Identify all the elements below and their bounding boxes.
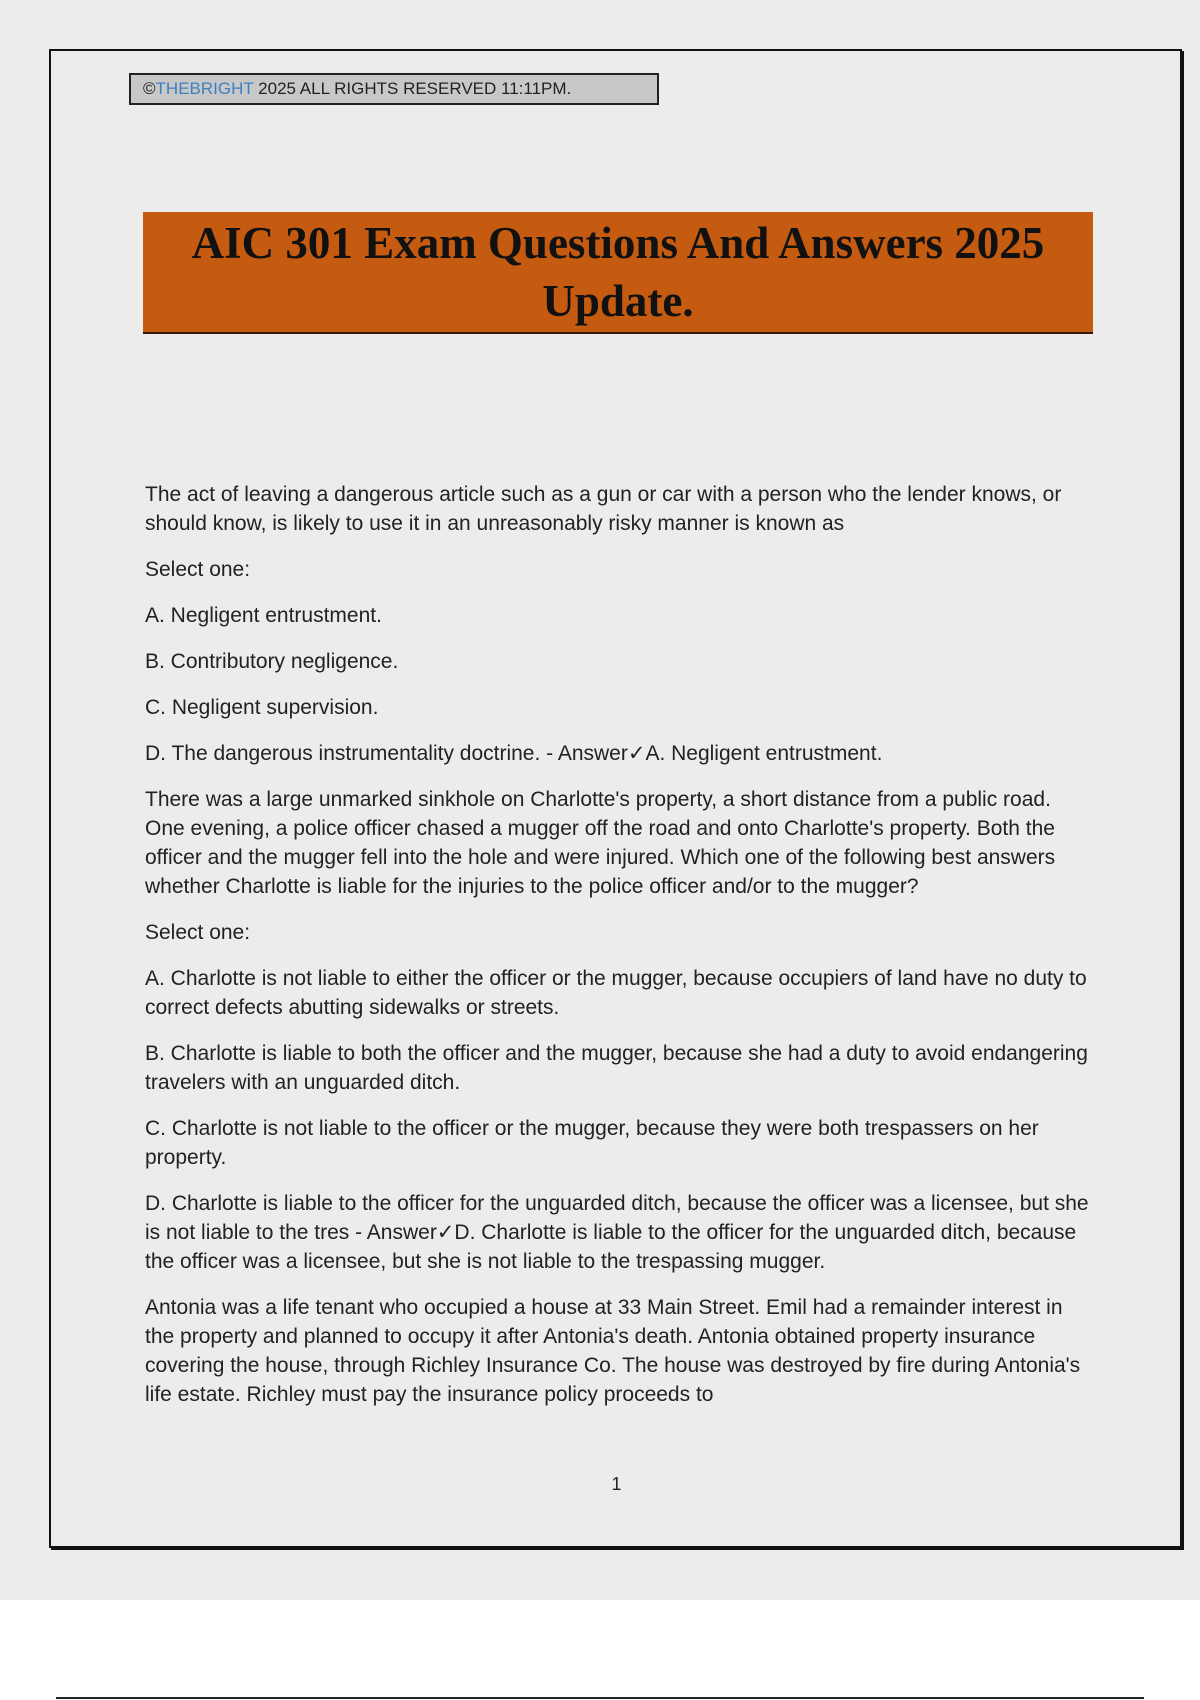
question-2-option-d-answer: D. Charlotte is liable to the officer for the unguarded ditch, because the officer was a licensee, but she is not liable to the tres - Answer✓D. Charlotte is liable to the officer for the unguarded ditch, because the officer was a licensee, but she is not liable to the trespassing mugger. bbox=[145, 1192, 1089, 1273]
title-banner bbox=[143, 212, 1093, 334]
question-1-stem: The act of leaving a dangerous article such as a gun or car with a person who the lender knows, or should know, is likely to use it in an unreasonably risky manner is known as bbox=[145, 483, 1062, 535]
document-body bbox=[145, 480, 1095, 1426]
title-line-2: Update. bbox=[542, 276, 694, 326]
question-1-option-d-answer: D. The dangerous instrumentality doctrine. - Answer✓A. Negligent entrustment. bbox=[145, 742, 883, 765]
question-1-option-a: A. Negligent entrustment. bbox=[145, 604, 382, 627]
title-line-1: AIC 301 Exam Questions And Answers 2025 bbox=[191, 218, 1045, 268]
next-page-divider bbox=[56, 1697, 1144, 1699]
page-number: 1 bbox=[611, 1474, 622, 1494]
document-title bbox=[192, 214, 1045, 330]
copyright-text: 2025 ALL RIGHTS RESERVED 11:11PM. bbox=[253, 79, 572, 98]
copyright-brand: THEBRIGHT bbox=[155, 79, 254, 98]
question-2-stem: There was a large unmarked sinkhole on Charlotte's property, a short distance from a public road. One evening, a police officer chased a mugger off the road and onto Charlotte's property. Both the officer and the mugger fell into the hole and were injured. Which one of the following best answers whether Charlotte is liable for the injuries to the police officer and/or to the mugger? bbox=[145, 788, 1056, 898]
copyright-header bbox=[129, 73, 659, 105]
question-2-option-c: C. Charlotte is not liable to the officer or the mugger, because they were both trespassers on her property. bbox=[145, 1117, 1039, 1169]
question-2-prompt: Select one: bbox=[145, 921, 251, 944]
question-2-option-b: B. Charlotte is liable to both the officer and the mugger, because she had a duty to avoid endangering travelers with an unguarded ditch. bbox=[145, 1042, 1088, 1094]
question-1-option-c: C. Negligent supervision. bbox=[145, 696, 379, 719]
question-1-prompt: Select one: bbox=[145, 558, 251, 581]
question-2-option-a: A. Charlotte is not liable to either the officer or the mugger, because occupiers of land have no duty to correct defects abutting sidewalks or streets. bbox=[145, 967, 1087, 1019]
question-1-option-b: B. Contributory negligence. bbox=[145, 650, 399, 673]
copyright-symbol: © bbox=[143, 79, 156, 98]
question-3-stem: Antonia was a life tenant who occupied a house at 33 Main Street. Emil had a remainder interest in the property and planned to occupy it after Antonia's death. Antonia obtained property insurance covering the house, through Richley Insurance Co. The house was destroyed by fire during Antonia's life estate. Richley must pay the insurance policy proceeds to bbox=[145, 1296, 1081, 1406]
